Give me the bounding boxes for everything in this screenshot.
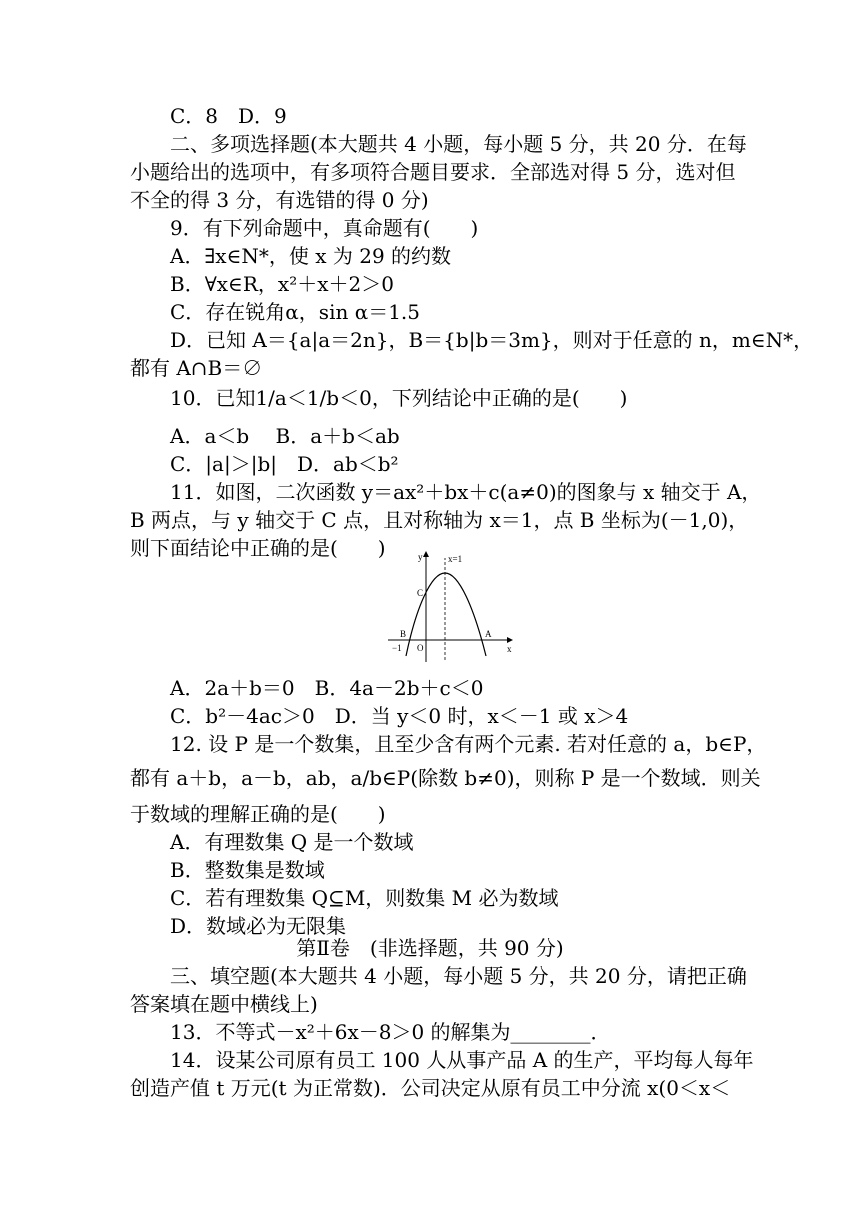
q12-option-c: C．若有理数集 Q⊆M，则数集 M 必为数域 <box>170 886 559 910</box>
q9-option-d-line2: 都有 A∩B＝∅ <box>130 356 263 380</box>
section-2-heading-line2: 小题给出的选项中，有多项符合题目要求．全部选对得 5 分，选对但 <box>130 160 736 184</box>
point-c-label: C <box>417 588 424 598</box>
q10-options-cd: C．|a|＞|b| D．ab＜b² <box>170 452 399 476</box>
q9-option-d-line1: D．已知 A＝{a|a＝2n}，B＝{b|b＝3m}，则对于任意的 n，m∈N*， <box>170 328 814 352</box>
y-label: y <box>418 552 423 562</box>
q11-stem-line1: 11．如图，二次函数 y＝ax²＋bx＋c(a≠0)的图象与 x 轴交于 A， <box>170 480 762 504</box>
origin-label: O <box>417 643 424 653</box>
q12-stem-line3: 于数域的理解正确的是( ) <box>130 802 386 826</box>
axis-of-symmetry-label: x=1 <box>448 554 463 564</box>
q11-stem-line2: B 两点，与 y 轴交于 C 点，且对称轴为 x＝1，点 B 坐标为(－1,0)， <box>130 508 749 532</box>
q14-stem-line1: 14．设某公司原有员工 100 人从事产品 A 的生产，平均每人每年 <box>170 1048 754 1072</box>
section-3-heading-line2: 答案填在题中横线上) <box>130 992 318 1016</box>
q11-options-cd: C．b²－4ac＞0 D．当 y＜0 时，x＜－1 或 x＞4 <box>170 704 629 728</box>
q12-option-b: B．整数集是数域 <box>170 858 325 882</box>
q13-stem: 13．不等式－x²＋6x－8＞0 的解集为________． <box>170 1020 611 1044</box>
q10-options-ab: A．a＜b B．a＋b＜ab <box>170 424 400 448</box>
point-b-label: B <box>400 629 407 639</box>
part-2-title: 第Ⅱ卷 (非选择题，共 90 分) <box>296 936 564 960</box>
section-3-heading-line1: 三、填空题(本大题共 4 小题，每小题 5 分，共 20 分，请把正确 <box>170 964 747 988</box>
point-a-label: A <box>485 629 492 639</box>
q8-options: C．8 D．9 <box>170 104 287 128</box>
q9-option-c: C．存在锐角α，sin α＝1.5 <box>170 300 421 324</box>
q14-stem-line2: 创造产值 t 万元(t 为正常数)．公司决定从原有员工中分流 x(0＜x＜ <box>130 1076 731 1100</box>
q9-stem: 9．有下列命题中，真命题有( ) <box>170 216 479 240</box>
q9-option-a: A．∃x∈N*，使 x 为 29 的约数 <box>170 244 452 268</box>
section-2-heading-line3: 不全的得 3 分，有选错的得 0 分) <box>130 188 429 212</box>
q12-option-a: A．有理数集 Q 是一个数域 <box>170 830 414 854</box>
q11-stem-line3: 则下面结论中正确的是( ) <box>130 536 386 560</box>
q11-options-ab: A．2a＋b＝0 B．4a－2b＋c＜0 <box>170 676 484 700</box>
q9-option-b: B．∀x∈R，x²＋x＋2＞0 <box>170 272 394 296</box>
q12-stem-line1: 12. 设 P 是一个数集，且至少含有两个元素. 若对任意的 a，b∈P， <box>170 732 767 756</box>
x-label: x <box>507 644 512 654</box>
minus-one-label: −1 <box>392 643 402 653</box>
q12-option-d: D．数域必为无限集 <box>170 914 347 938</box>
q12-stem-line2: 都有 a＋b，a－b，ab，a/b∈P(除数 b≠0)，则称 P 是一个数域．则关 <box>130 766 761 790</box>
q10-stem: 10．已知1/a＜1/b＜0，下列结论中正确的是( ) <box>170 386 628 410</box>
parabola-figure <box>386 548 516 666</box>
section-2-heading-line1: 二、多项选择题(本大题共 4 小题，每小题 5 分，共 20 分．在每 <box>170 132 747 156</box>
